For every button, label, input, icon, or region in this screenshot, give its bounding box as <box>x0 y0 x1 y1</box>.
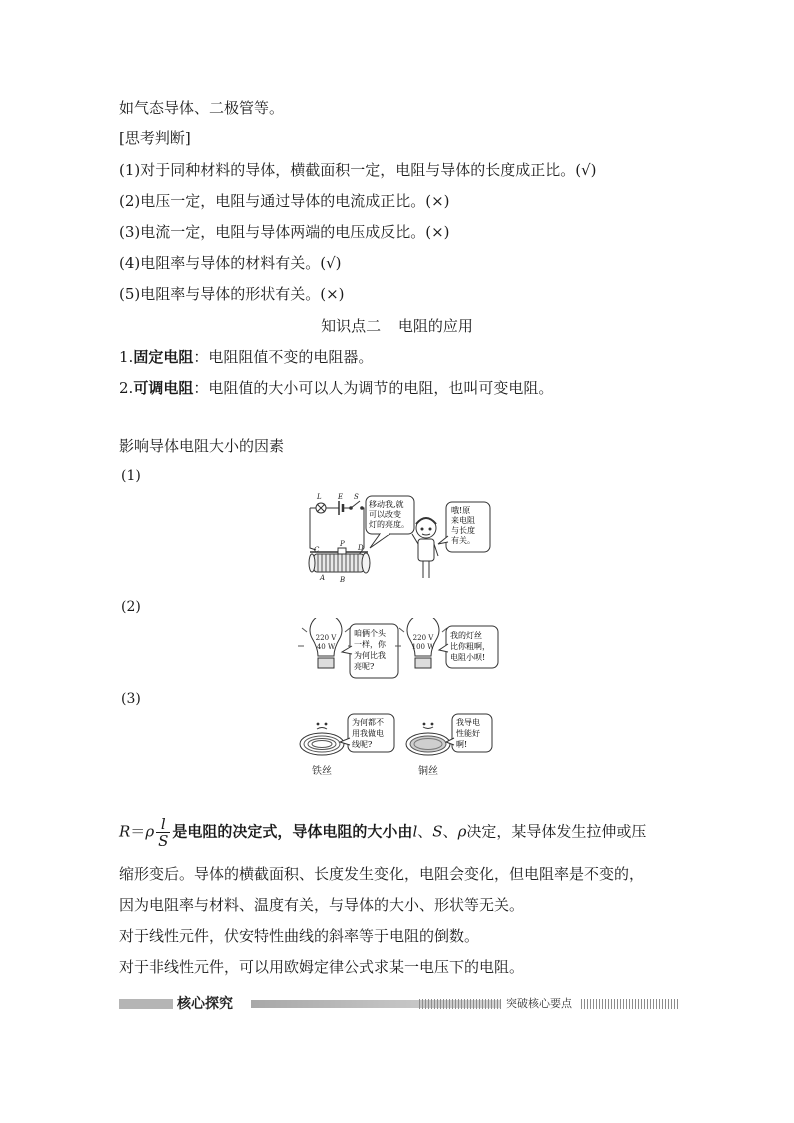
circuit-wire-left <box>310 508 316 550</box>
bubble-copper-line-1: 我导电 <box>456 718 480 727</box>
item-1-text: ：电阻阻值不变的电阻器。 <box>193 348 374 366</box>
banner-left-bar <box>119 999 173 1009</box>
think-header: [思考判断] <box>119 129 191 147</box>
bulb-100w-power: 100 W <box>411 643 435 651</box>
bubble-iron-line-3: 线呢? <box>352 740 373 749</box>
formula-var-s: S <box>432 822 443 841</box>
bubble-100w-line-3: 电阻小呗! <box>450 653 486 662</box>
figure-2-bulbs <box>296 618 506 688</box>
figure-2-label: (2) <box>121 599 141 615</box>
banner-stripes-right <box>581 999 679 1009</box>
iron-wire-caption: 铁丝 <box>312 766 332 777</box>
explanation-line-4: 对于非线性元件，可以用欧姆定律公式求某一电压下的电阻。 <box>119 958 525 976</box>
item-fixed-resistor <box>119 347 373 367</box>
section-title-part2: 电阻的应用 <box>397 317 473 335</box>
speech-bubble-boy <box>438 502 490 552</box>
formula-eq: ＝ <box>130 822 146 841</box>
intro-line: 如气态导体、二极管等。 <box>119 99 285 117</box>
bubble-copper-line-2: 性能好 <box>456 729 480 738</box>
banner-title: 核心探究 <box>177 996 233 1012</box>
factors-title: 影响导体电阻大小的因素 <box>119 437 285 455</box>
item-2-num: 2. <box>119 379 134 397</box>
bulb-40w-icon <box>298 618 354 668</box>
bubble-boy-line-4: 有关。 <box>451 536 475 545</box>
bubble-rheostat-line-2: 可以改变 <box>369 510 401 519</box>
explanation-line-3: 对于线性元件，伏安特性曲线的斜率等于电阻的倒数。 <box>119 927 480 945</box>
banner-stripes-left <box>419 999 501 1009</box>
bubble-rheostat-line-1: 移动我,就 <box>369 500 404 509</box>
copper-wire-coil-icon <box>406 723 450 755</box>
judgement-5: (5)电阻率与导体的形状有关。(×) <box>119 285 345 303</box>
speech-bubble-100w <box>439 626 498 668</box>
explanation-line-1: 缩形变后。导体的横截面积、长度发生变化，电阻会变化，但电阻率是不变的， <box>119 865 645 883</box>
item-1-num: 1. <box>119 348 134 366</box>
label-c: C <box>314 546 320 554</box>
judgement-2: (2)电压一定，电阻与通过导体的电流成正比。(×) <box>119 192 450 210</box>
formula-fraction <box>156 816 170 849</box>
figure-1-circuit-rheostat <box>296 488 506 586</box>
speech-bubble-rheostat <box>366 496 414 548</box>
figure-1-label: (1) <box>121 468 141 484</box>
explanation-line-2: 因为电阻率与材料、温度有关，与导体的大小、形状等无关。 <box>119 896 525 914</box>
label-p: P <box>340 540 345 548</box>
bubble-boy-line-3: 与长度 <box>451 526 475 535</box>
formula-rho: ρ <box>145 822 155 841</box>
label-switch: S <box>354 493 359 501</box>
bulb-40w-power: 40 W <box>316 643 336 651</box>
formula-sep-2: 、 <box>442 822 458 841</box>
section-title <box>0 316 794 336</box>
bubble-100w-line-1: 我的灯丝 <box>450 631 482 640</box>
bubble-40w-line-2: 一样，你 <box>354 640 386 649</box>
formula-sep-1: 、 <box>417 822 433 841</box>
section-title-part1: 知识点二 <box>321 317 382 335</box>
label-battery: E <box>338 493 344 501</box>
speech-bubble-iron <box>340 714 394 752</box>
resistance-formula-line <box>119 816 646 849</box>
bulb-100w-voltage: 220 V <box>412 634 434 642</box>
item-1-term: 固定电阻 <box>133 348 194 366</box>
label-a: A <box>320 574 326 582</box>
formula-var-rho: ρ <box>457 822 467 841</box>
judgement-3: (3)电流一定，电阻与导体两端的电压成反比。(×) <box>119 223 450 241</box>
rheostat-slider <box>338 548 346 554</box>
label-d: D <box>358 544 364 552</box>
boy-figure <box>412 518 438 578</box>
item-variable-resistor <box>119 378 553 398</box>
bubble-copper-line-3: 啊! <box>456 740 468 749</box>
bubble-boy-line-2: 来电阻 <box>451 516 475 525</box>
banner-tag: 突破核心要点 <box>506 997 572 1010</box>
formula-text-before: 是电阻的决定式，导体电阻的大小由 <box>172 822 413 841</box>
bulb-40w-voltage: 220 V <box>315 634 337 642</box>
judgement-4: (4)电阻率与导体的材料有关。(√) <box>119 254 342 272</box>
item-2-term: 可调电阻 <box>133 379 194 397</box>
bubble-100w-line-2: 比你粗啊， <box>450 642 490 651</box>
copper-wire-caption: 铜丝 <box>418 766 438 777</box>
bubble-iron-line-1: 为何都不 <box>352 718 384 727</box>
speech-bubble-copper <box>446 714 492 752</box>
bubble-40w-line-4: 亮呢? <box>354 662 375 671</box>
formula-denominator: S <box>158 832 169 850</box>
iron-wire-coil-icon <box>300 723 344 755</box>
formula-var-l: l <box>412 822 418 841</box>
speech-bubble-40w <box>342 624 398 678</box>
formula-text-after: 决定，某导体发生拉伸或压 <box>466 822 647 841</box>
formula-numerator: l <box>156 816 170 833</box>
formula-r: R <box>119 822 131 841</box>
bubble-40w-line-1: 咱俩个头 <box>354 629 386 638</box>
figure-3-wires <box>296 712 506 782</box>
bulb-100w-icon <box>395 618 451 668</box>
item-2-text: ：电阻值的大小可以人为调节的电阻，也叫可变电阻。 <box>193 379 554 397</box>
bubble-iron-line-2: 用我做电 <box>352 729 384 738</box>
bubble-rheostat-line-3: 灯的亮度。 <box>369 520 409 529</box>
bubble-40w-line-3: 为何比我 <box>354 651 386 660</box>
label-lamp: L <box>317 493 322 501</box>
figure-3-label: (3) <box>121 691 141 707</box>
judgement-1: (1)对于同种材料的导体，横截面积一定，电阻与导体的长度成正比。(√) <box>119 161 597 179</box>
bubble-boy-line-1: 哦!原 <box>451 506 471 515</box>
label-b: B <box>340 576 346 584</box>
core-inquiry-banner <box>119 995 679 1013</box>
